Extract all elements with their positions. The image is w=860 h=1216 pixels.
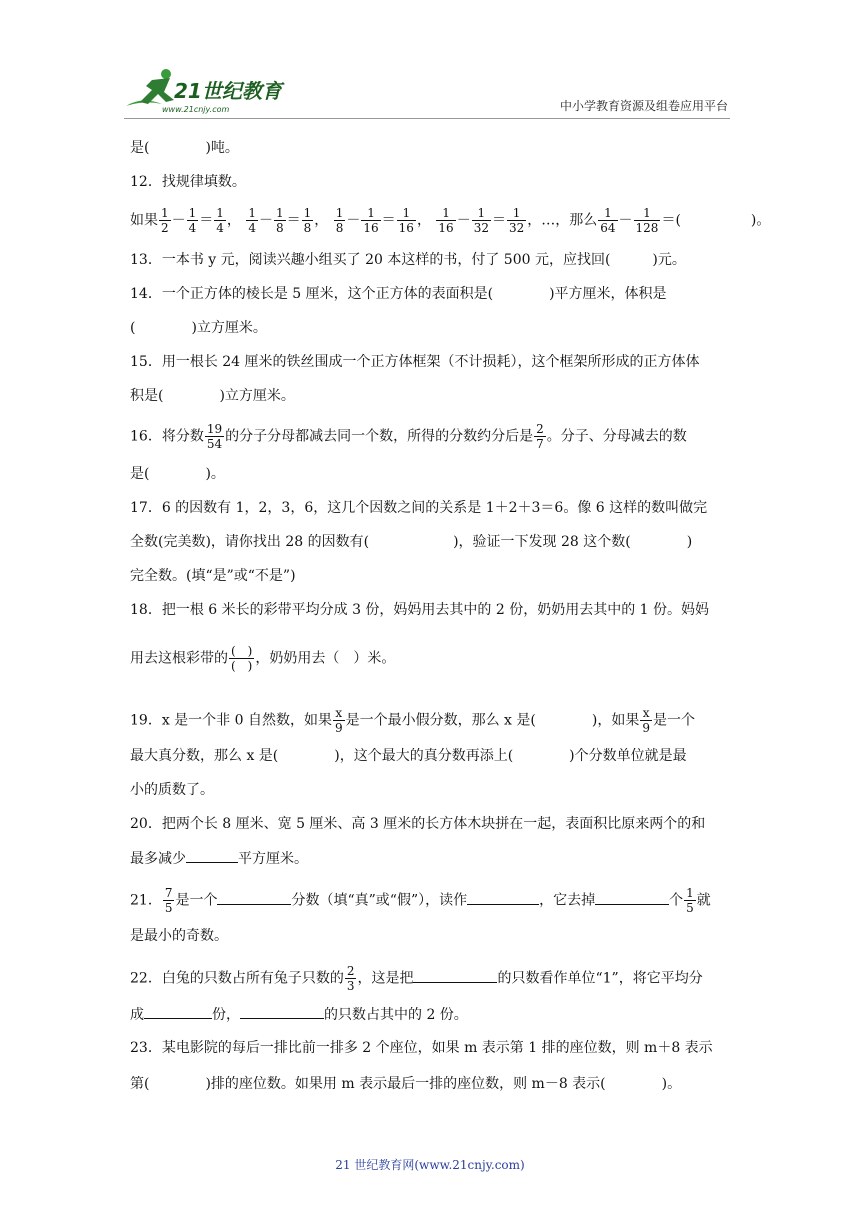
- question-16: 16．将分数 $\frac{19}{54}$ 的分子分母都减去同一个数，所得的分数约分后是 $\frac{2}{7}$ 。分子、分母减去的数: [130, 422, 687, 451]
- question-12: 12．找规律填数。: [130, 174, 246, 190]
- answer-blank: [595, 890, 669, 905]
- text-line: 最多减少 平方厘米。: [130, 848, 308, 869]
- question-13: 13．一本书 y 元，阅读兴趣小组买了 20 本这样的书，付了 500 元，应找回( )元。: [130, 252, 686, 268]
- answer-blank: [413, 968, 497, 983]
- text-line: 全数(完美数)，请你找出 28 的因数有( )，验证一下发现 28 这个数( ): [130, 534, 693, 550]
- fraction: $\frac{2}{7}$: [536, 422, 544, 451]
- fraction: $\frac{1}{4}$: [188, 206, 197, 235]
- fraction: $\frac{7}{5}$: [164, 886, 173, 915]
- text-line: 积是( )立方厘米。: [130, 388, 295, 404]
- fraction: $\frac{( )}{( )}$: [231, 644, 253, 673]
- fraction: $\frac{1}{16}$: [398, 206, 414, 235]
- logo-text: 21世纪教育: [174, 79, 282, 103]
- question-21: 21． $\frac{7}{5}$ 是一个 分数（填“真”或“假”），读作 ，它去掉 个 $\frac{1}{5}$ 就: [130, 886, 711, 915]
- header-platform-text: 中小学教育资源及组卷应用平台: [559, 99, 728, 113]
- text-line: 最大真分数，那么 x 是( )，这个最大的真分数再添上( )个分数单位就是最: [130, 748, 687, 764]
- text-line: 是( )。: [130, 466, 225, 482]
- fraction: $\frac{1}{5}$: [686, 886, 694, 915]
- fraction: $\frac{1}{64}$: [600, 206, 616, 235]
- fraction: $\frac{1}{8}$: [303, 206, 312, 235]
- logo-url: www.21cnjy.com: [162, 105, 230, 114]
- answer-blank: [467, 890, 539, 905]
- question-22: 22．白兔的只数占所有兔子只数的 $\frac{2}{3}$ ，这是把 的只数看作单位“1”，将它平均分: [130, 964, 703, 993]
- question-20: 20．把两个长 8 厘米、宽 5 厘米、高 3 厘米的长方体木块拼在一起，表面积比原来两个的和: [130, 816, 706, 832]
- text-line: 用去这根彩带的 $\frac{( )}{( )}$ ，奶奶用去（ ）米。: [130, 644, 396, 673]
- fraction: $\frac{1}{16}$: [363, 206, 379, 235]
- fraction: $\frac{1}{128}$: [635, 206, 659, 235]
- text-line: 完全数。(填“是”或“不是”): [130, 568, 296, 584]
- answer-blank: [217, 890, 291, 905]
- text-line: 是最小的奇数。: [130, 928, 228, 944]
- fraction: $\frac{2}{3}$: [346, 964, 355, 993]
- header-divider: [124, 118, 730, 119]
- answer-blank: [144, 1004, 212, 1019]
- logo: [122, 66, 292, 118]
- fraction: $\frac{1}{32}$: [473, 206, 489, 235]
- question-12-pattern: 如果 $\frac{1}{2}$ － $\frac{1}{4}$ ＝ $\frac{1}{4}$ ， $\frac{1}{4}$ － $\frac{1}{8}$ ＝ $\frac{1}{8}$ ， $\frac{1}{8}$ － $\frac{1}{16}$ ＝ $\frac{1}{16}$ ， $\frac{1}{16}$ － $\frac{1}{32}$ ＝ $\frac{1}{32}$ ，…，那么 $\frac{1}{64}$ － $\frac{1}{128}$ ＝( )。: [130, 206, 771, 235]
- fraction: $\frac{1}{4}$: [216, 206, 224, 235]
- fraction: $\frac{x}{9}$: [334, 706, 343, 735]
- text-line: ( )立方厘米。: [130, 320, 267, 336]
- fraction: $\frac{1}{16}$: [438, 206, 454, 235]
- question-23: 23．某电影院的每后一排比前一排多 2 个座位，如果 m 表示第 1 排的座位数，则 m＋8 表示: [130, 1040, 713, 1056]
- question-15: 15．用一根长 24 厘米的铁丝围成一个正方体框架（不计损耗），这个框架所形成的正方体体: [130, 354, 700, 370]
- footer-source: 21 世纪教育网(www.21cnjy.com): [335, 1158, 525, 1172]
- fraction: $\frac{1}{8}$: [335, 206, 344, 235]
- question-14: 14．一个正方体的棱长是 5 厘米，这个正方体的表面积是( )平方厘米，体积是: [130, 286, 667, 302]
- text-line: 小的质数了。: [130, 782, 214, 798]
- question-19: 19．x 是一个非 0 自然数，如果 $\frac{x}{9}$ 是一个最小假分数，那么 x 是( )，如果 $\frac{x}{9}$ 是一个: [130, 706, 695, 735]
- fraction: $\frac{1}{2}$: [161, 206, 169, 235]
- fraction: $\frac{1}{4}$: [248, 206, 257, 235]
- fraction: $\frac{x}{9}$: [642, 706, 650, 735]
- fraction: $\frac{1}{32}$: [508, 206, 525, 235]
- text-line: 是( )吨。: [130, 140, 239, 156]
- fraction: $\frac{19}{54}$: [206, 422, 223, 451]
- text-line: 第( )排的座位数。如果用 m 表示最后一排的座位数，则 m－8 表示( )。: [130, 1076, 682, 1092]
- question-18: 18．把一根 6 米长的彩带平均分成 3 份，妈妈用去其中的 2 份，奶奶用去其中的 1 份。妈妈: [130, 602, 710, 618]
- answer-blank: [240, 1004, 324, 1019]
- question-17: 17．6 的因数有 1，2，3，6，这几个因数之间的关系是 1＋2＋3＝6。像 6 这样的数叫做完: [130, 500, 708, 516]
- fraction: $\frac{1}{8}$: [276, 206, 284, 235]
- answer-blank: [186, 848, 238, 863]
- text-line: 成 份， 的只数占其中的 2 份。: [130, 1004, 468, 1025]
